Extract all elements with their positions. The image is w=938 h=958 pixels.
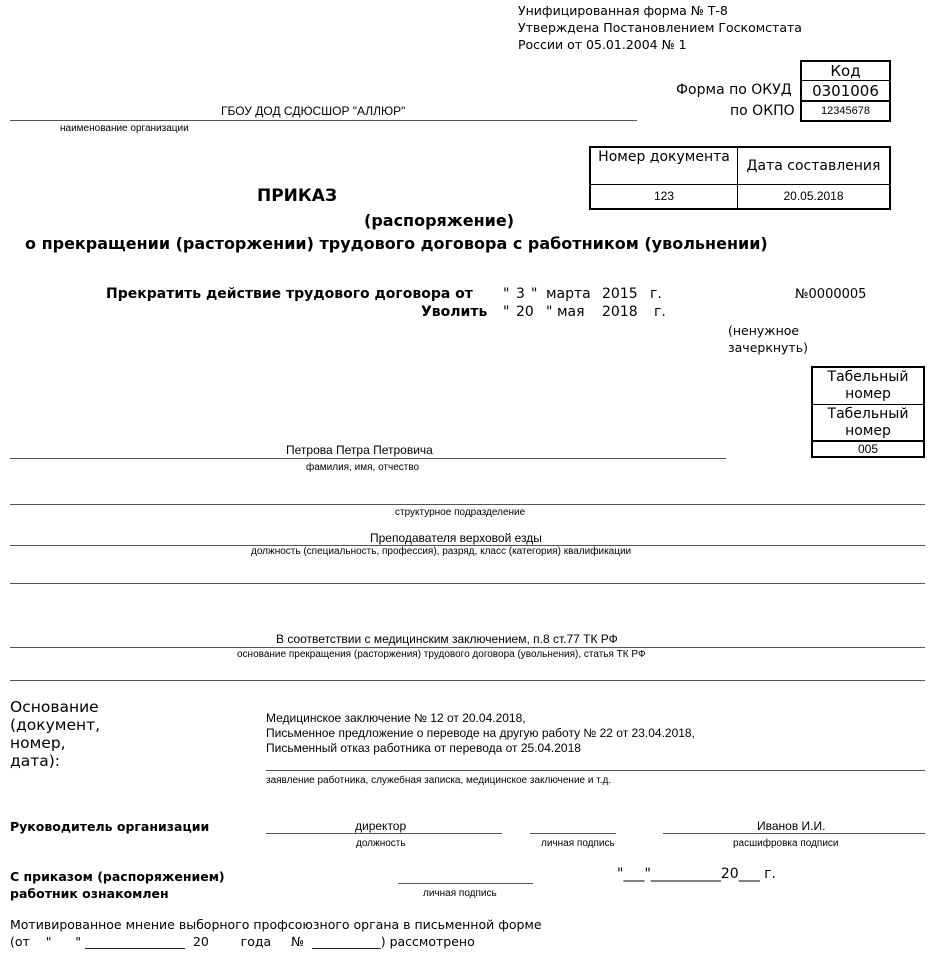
title-prikaz: ПРИКАЗ — [257, 186, 338, 206]
kod-header: Код — [802, 62, 889, 81]
grounds-extra-line — [10, 680, 925, 681]
okud-label: Форма по ОКУД — [676, 82, 792, 98]
basis-underline — [266, 770, 925, 771]
doc-number-header: Номер документа — [591, 148, 738, 185]
okud-value: 0301006 — [802, 81, 889, 102]
terminate-label: Прекратить действие трудового договора от — [106, 286, 473, 302]
tab-number-value: 005 — [857, 442, 879, 456]
employee-position: Преподавателя верховой езды — [370, 531, 542, 545]
doc-date-value: 20.05.2018 — [783, 189, 844, 203]
head-signature-caption: личная подпись — [541, 838, 615, 849]
strike-note-line2: зачеркнуть) — [728, 340, 808, 355]
basis-label-line1: Основание — [10, 698, 99, 716]
basis-documents — [266, 711, 695, 756]
position-extra-line — [10, 583, 925, 584]
employee-name: Петрова Петра Петровича — [286, 443, 433, 457]
terminate-month: марта — [546, 286, 591, 302]
dept-caption: структурное подразделение — [395, 507, 526, 518]
ack-date: "___"__________20___ г. — [617, 866, 776, 882]
tab-number-header-1: Табельный номер — [813, 368, 923, 405]
basis-label-line3: номер, — [10, 734, 66, 752]
strike-note-line1: (ненужное — [728, 323, 800, 338]
head-position-underline — [266, 833, 502, 834]
dept-underline — [10, 504, 925, 505]
basis-label-line2: (документ, — [10, 716, 101, 734]
dismiss-day: 20 — [516, 304, 534, 320]
terminate-year: 2015 — [602, 286, 638, 302]
position-caption: должность (специальность, профессия), разряд, класс (категория) квалификации — [251, 546, 632, 557]
order-number: №0000005 — [795, 287, 867, 302]
terminate-q2: " — [531, 286, 538, 302]
terminate-g: г. — [650, 286, 662, 302]
basis-caption: заявление работника, служебная записка, медицинское заключение и т.д. — [266, 775, 612, 786]
employee-name-caption: фамилия, имя, отчество — [306, 462, 420, 473]
head-name-caption: расшифровка подписи — [733, 838, 839, 849]
basis-doc-3: Письменный отказ работника от перевода от 25.04.2018 — [266, 741, 581, 755]
org-caption: наименование организации — [60, 123, 189, 134]
ack-label-line2: работник ознакомлен — [10, 886, 169, 901]
dismiss-month: мая — [557, 304, 585, 320]
form-header-line3: России от 05.01.2004 № 1 — [518, 37, 687, 52]
doc-number-value: 123 — [591, 185, 738, 208]
basis-doc-2: Письменное предложение о переводе на другую работу № 22 от 23.04.2018, — [266, 726, 695, 740]
doc-table — [589, 146, 891, 210]
strike-note — [728, 322, 808, 356]
dismiss-q1: " — [503, 304, 510, 320]
ack-label — [10, 868, 225, 902]
grounds-caption: основание прекращения (расторжения) трудового договора (увольнения), статья ТК РФ — [237, 649, 646, 660]
union-opinion-line1: Мотивированное мнение выборного профсоюзного органа в письменной форме — [10, 917, 542, 932]
tab-number-table — [811, 366, 925, 458]
ack-label-line1: С приказом (распоряжением) — [10, 869, 225, 884]
terminate-day: 3 — [516, 286, 525, 302]
basis-label-line4: дата): — [10, 752, 61, 770]
okpo-value: 12345678 — [821, 105, 870, 117]
employee-name-underline — [10, 458, 726, 459]
head-name-underline — [663, 833, 925, 834]
dismiss-q2: " — [546, 304, 553, 320]
dismiss-label: Уволить — [421, 304, 488, 320]
dismiss-year: 2018 — [602, 304, 638, 320]
union-opinion — [10, 916, 542, 950]
head-signature-underline[interactable] — [530, 833, 616, 834]
codes-box — [800, 60, 891, 122]
terminate-q1: " — [503, 286, 510, 302]
head-label: Руководитель организации — [10, 819, 210, 834]
title-rasporyazhenie: (распоряжение) — [364, 211, 515, 230]
termination-grounds: В соответствии с медицинским заключением, п.8 ст.77 ТК РФ — [276, 632, 618, 646]
tab-number-header-2: Табельный номер — [813, 405, 923, 442]
form-header-line2: Утверждена Постановлением Госкомстата — [518, 20, 802, 35]
title-subject: о прекращении (расторжении) трудового договора с работником (увольнении) — [25, 234, 768, 253]
okpo-label: по ОКПО — [730, 103, 795, 119]
form-header-line1: Унифицированная форма № Т-8 — [518, 3, 728, 18]
basis-label — [10, 698, 100, 770]
form-header — [518, 2, 802, 53]
union-opinion-line2: (от " " ________________ 20 года № ___________) рассмотрено — [10, 934, 475, 949]
head-position-caption: должность — [356, 838, 406, 849]
ack-signature-underline[interactable] — [398, 883, 533, 884]
doc-date-header: Дата составления — [738, 148, 889, 185]
dismiss-g: г. — [654, 304, 666, 320]
org-underline — [10, 120, 637, 121]
head-name: Иванов И.И. — [757, 819, 826, 833]
ack-signature-caption: личная подпись — [423, 888, 497, 899]
head-position: директор — [355, 819, 407, 833]
grounds-underline — [10, 647, 925, 648]
org-name: ГБОУ ДОД СДЮСШОР "АЛЛЮР" — [221, 104, 406, 118]
basis-doc-1: Медицинское заключение № 12 от 20.04.2018, — [266, 711, 526, 725]
